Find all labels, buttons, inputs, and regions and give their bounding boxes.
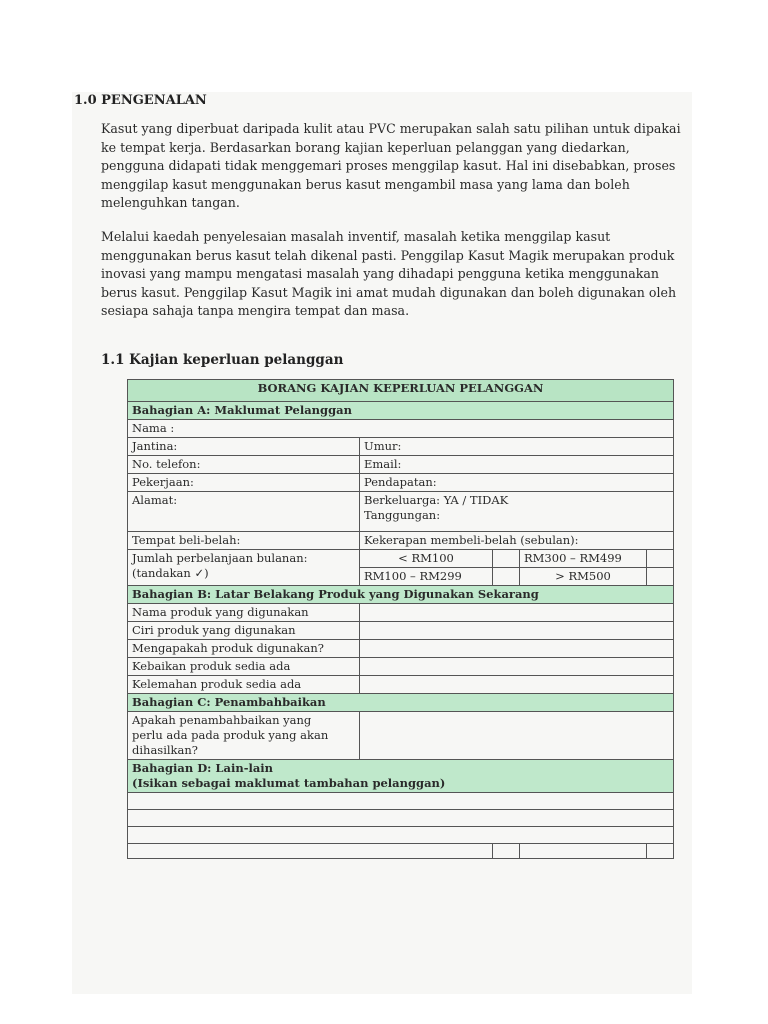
checkbox-100-299[interactable] (493, 568, 520, 586)
field-jantina: Jantina: (128, 438, 360, 456)
option-above-500: > RM500 (520, 568, 647, 586)
section-b-heading: Bahagian B: Latar Belakang Produk yang Digunakan Sekarang (128, 586, 674, 604)
field-umur: Umur: (360, 438, 674, 456)
field-pendapatan: Pendapatan: (360, 474, 674, 492)
c-question-line-1: Apakah penambahbaikan yang (132, 713, 312, 727)
jumlah-hint: (tandakan ✓) (132, 566, 209, 580)
field-telefon: No. telefon: (128, 456, 360, 474)
form-title: BORANG KAJIAN KEPERLUAN PELANGGAN (128, 380, 674, 402)
b-row-label: Nama produk yang digunakan (128, 604, 360, 622)
section-d-heading (128, 760, 674, 793)
b-row-label: Mengapakah produk digunakan? (128, 640, 360, 658)
field-nama: Nama : (128, 420, 674, 438)
c-answer[interactable] (360, 712, 674, 760)
jumlah-label: Jumlah perbelanjaan bulanan: (132, 551, 308, 565)
c-question-line-2: perlu ada pada produk yang akan (132, 728, 329, 742)
heading-pengenalan: 1.0 PENGENALAN (74, 93, 207, 108)
b-row-answer[interactable] (360, 604, 674, 622)
c-question (128, 712, 360, 760)
checkbox-300-499[interactable] (647, 550, 674, 568)
field-email: Email: (360, 456, 674, 474)
option-300-499: RM300 – RM499 (520, 550, 647, 568)
d-blank-row[interactable] (128, 810, 674, 827)
b-row-answer[interactable] (360, 622, 674, 640)
b-row-label: Kebaikan produk sedia ada (128, 658, 360, 676)
b-row-label: Kelemahan produk sedia ada (128, 676, 360, 694)
b-row-answer[interactable] (360, 676, 674, 694)
d-blank-row[interactable] (128, 827, 674, 844)
b-row-answer[interactable] (360, 658, 674, 676)
paragraph-1: Kasut yang diperbuat daripada kulit atau PVC merupakan salah satu pilihan untuk dipakai ke tempat kerja. Berdasarkan borang kajian keperluan pelanggan yang diedarkan, pengguna didapati tidak menggemari proses menggilap kasut. Hal ini disebabkan, proses menggilap kasut menggunakan berus kasut mengambil masa yang lama dan boleh melenguhkan tangan. (101, 121, 681, 211)
checkbox-above-500[interactable] (647, 568, 674, 586)
tanggungan-label: Tanggungan: (364, 508, 441, 522)
field-pekerjaan: Pekerjaan: (128, 474, 360, 492)
section-d-title: Bahagian D: Lain-lain (132, 761, 274, 775)
berkeluarga-label: Berkeluarga: YA / TIDAK (364, 493, 509, 507)
d-blank-cell[interactable] (647, 844, 674, 859)
d-blank-cell[interactable] (520, 844, 647, 859)
section-d-subtitle: (Isikan sebagai maklumat tambahan pelanggan) (132, 776, 446, 790)
checkbox-below-100[interactable] (493, 550, 520, 568)
option-below-100: < RM100 (360, 550, 493, 568)
field-jumlah (128, 550, 360, 586)
option-100-299: RM100 – RM299 (360, 568, 493, 586)
d-blank-cell[interactable] (493, 844, 520, 859)
field-tempat: Tempat beli-belah: (128, 532, 360, 550)
c-question-line-3: dihasilkan? (132, 743, 198, 757)
section-c-heading: Bahagian C: Penambahbaikan (128, 694, 674, 712)
b-row-answer[interactable] (360, 640, 674, 658)
paragraph-2: Melalui kaedah penyelesaian masalah inventif, masalah ketika menggilap kasut menggunakan berus kasut telah dikenal pasti. Penggilap Kasut Magik merupakan produk inovasi yang mampu mengatasi masalah yang dihadapi pengguna ketika menggunakan berus kasut. Penggilap Kasut Magik ini amat mudah digunakan dan boleh digunakan oleh sesiapa sahaja tanpa mengira tempat dan masa. (101, 229, 677, 319)
d-blank-row[interactable] (128, 793, 674, 810)
d-blank-cell[interactable] (128, 844, 493, 859)
heading-kajian: 1.1 Kajian keperluan pelanggan (101, 352, 344, 368)
section-a-heading: Bahagian A: Maklumat Pelanggan (128, 402, 674, 420)
field-berkeluarga (360, 492, 674, 532)
b-row-label: Ciri produk yang digunakan (128, 622, 360, 640)
customer-survey-form (127, 379, 674, 859)
field-alamat: Alamat: (128, 492, 360, 532)
field-kekerapan: Kekerapan membeli-belah (sebulan): (360, 532, 674, 550)
